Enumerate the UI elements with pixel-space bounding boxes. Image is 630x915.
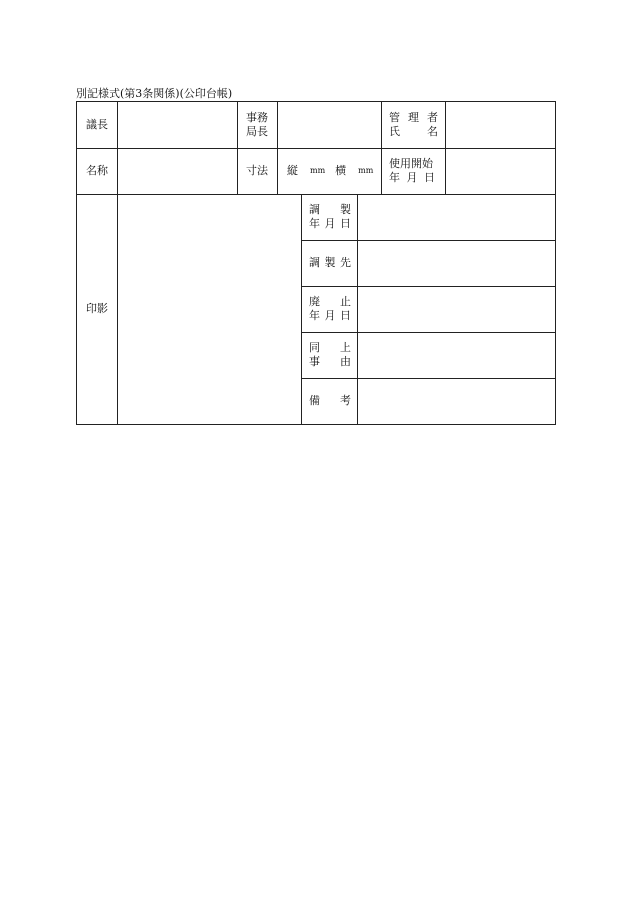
- impression-area: [117, 194, 301, 424]
- size-value: [277, 148, 381, 194]
- impression-label: [77, 194, 117, 424]
- vertical-label: 縦: [287, 164, 298, 177]
- made-date-value: [357, 194, 555, 240]
- maker-label: [301, 240, 357, 286]
- made-day: 日: [340, 217, 351, 230]
- maker-line: [309, 256, 351, 270]
- made-date-line2: [309, 217, 351, 231]
- reason-char-4: 由: [340, 355, 351, 368]
- seal-register-form: [76, 101, 556, 425]
- horizontal-label: 横: [335, 164, 347, 177]
- maker-char-2: 製: [324, 256, 336, 269]
- abolished-month: 月: [324, 309, 336, 322]
- maker-char-1: 調: [309, 256, 320, 269]
- reason-line2: [309, 355, 351, 369]
- abolished-char-2: 止: [340, 295, 351, 308]
- manager-label: [381, 102, 445, 148]
- made-char-2: 製: [340, 203, 351, 216]
- horizontal-unit: mm: [358, 166, 374, 175]
- vertical-unit: mm: [310, 166, 326, 175]
- abolished-date-value: [357, 286, 555, 332]
- chair-value: [117, 102, 237, 148]
- director-value: [277, 102, 381, 148]
- size-label-text: 寸法: [246, 164, 268, 177]
- manager-char-5: 名: [427, 125, 438, 138]
- manager-char-2: 理: [408, 111, 419, 124]
- abolished-line2: [309, 309, 351, 323]
- manager-char-4: 氏: [389, 125, 400, 138]
- start-year: 年: [389, 171, 400, 184]
- manager-label-line1: [389, 111, 438, 125]
- reason-line1: [309, 341, 351, 355]
- abolished-year: 年: [309, 309, 320, 322]
- remarks-char-1: 備: [309, 394, 320, 407]
- size-label: [237, 148, 277, 194]
- manager-label-line2: [389, 125, 438, 139]
- start-date-value: [445, 148, 555, 194]
- reason-label: [301, 332, 357, 378]
- made-date-label: [301, 194, 357, 240]
- reason-char-1: 同: [309, 341, 320, 354]
- abolished-line1: [309, 295, 351, 309]
- name-label-text: 名称: [86, 164, 108, 177]
- remarks-value: [357, 378, 555, 424]
- made-char-1: 調: [309, 203, 320, 216]
- abolished-date-label: [301, 286, 357, 332]
- form-caption: 別記様式(第3条関係)(公印台帳): [76, 87, 233, 100]
- made-month: 月: [324, 217, 336, 230]
- start-date-label: [381, 148, 445, 194]
- maker-value: [357, 240, 555, 286]
- director-label-line1: 事務: [246, 111, 268, 124]
- abolished-char-1: 廃: [309, 295, 320, 308]
- maker-char-3: 先: [340, 256, 351, 269]
- chair-label-text: 議長: [86, 118, 108, 131]
- made-date-line1: [309, 203, 351, 217]
- reason-char-3: 事: [309, 355, 320, 368]
- reason-char-2: 上: [340, 341, 351, 354]
- start-date-label-line1: 使用開始: [389, 157, 433, 170]
- reason-value: [357, 332, 555, 378]
- director-label-line2: 局長: [246, 125, 268, 138]
- manager-char-3: 者: [427, 111, 438, 124]
- remarks-label: [301, 378, 357, 424]
- start-date-label-line2: [389, 171, 439, 185]
- remarks-line: [309, 394, 351, 408]
- remarks-char-2: 考: [340, 394, 351, 407]
- name-value: [117, 148, 237, 194]
- impression-label-text: 印影: [86, 302, 108, 315]
- director-label: [237, 102, 277, 148]
- abolished-day: 日: [340, 309, 351, 322]
- chair-label: [77, 102, 117, 148]
- manager-value: [445, 102, 555, 148]
- start-day: 日: [424, 171, 435, 184]
- made-year: 年: [309, 217, 320, 230]
- manager-char-1: 管: [389, 111, 400, 124]
- start-month: 月: [406, 171, 418, 184]
- name-label: [77, 148, 117, 194]
